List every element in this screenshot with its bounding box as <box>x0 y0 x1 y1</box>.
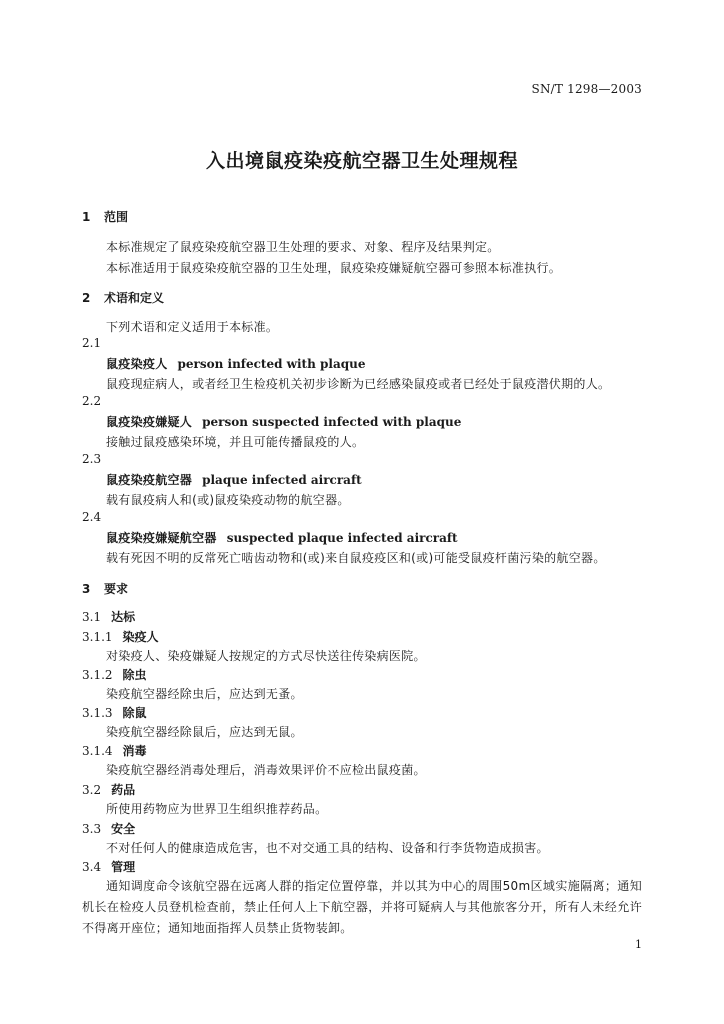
paragraph: 通知调度命令该航空器在远离人群的指定位置停靠，并以其为中心的周围50m区域实施隔离；通知机长在检疫人员登机检查前，禁止任何人上下航空器，并将可疑病人与其他旅客分开，所有人未经允许不得离开座位；通知地面指挥人员禁止货物装卸。 <box>82 879 642 935</box>
section-1-heading <box>82 208 128 225</box>
subsection-number: 3.1.1 <box>82 630 113 644</box>
section-number: 3 <box>82 582 91 596</box>
subsection-title: 安全 <box>111 822 136 836</box>
paragraph: 本标准规定了鼠疫染疫航空器卫生处理的要求、对象、程序及结果判定。 <box>106 240 500 254</box>
section-3-heading <box>82 580 128 597</box>
subsection-number: 3.1.3 <box>82 706 113 720</box>
term-cn: 鼠疫染疫嫌疑航空器 <box>106 531 217 545</box>
term-number: 2.2 <box>82 394 102 408</box>
paragraph: 本标准适用于鼠疫染疫航空器的卫生处理，鼠疫染疫嫌疑航空器可参照本标准执行。 <box>106 261 562 275</box>
term-definition: 接触过鼠疫感染环境，并且可能传播鼠疫的人。 <box>106 435 365 449</box>
subsection-title: 除虫 <box>122 668 147 682</box>
paragraph: 对染疫人、染疫嫌疑人按规定的方式尽快送往传染病医院。 <box>106 649 426 663</box>
subsection-number: 3.3 <box>82 822 102 836</box>
subsection-heading <box>82 820 135 837</box>
term-number: 2.1 <box>82 336 102 350</box>
term-definition: 载有死因不明的反常死亡啮齿动物和(或)来自鼠疫疫区和(或)可能受鼠疫杆菌污染的航空器。 <box>106 551 606 565</box>
section-2-heading <box>82 289 164 306</box>
subsection-heading <box>82 666 147 683</box>
standard-number: SN/T 1298—2003 <box>531 82 642 96</box>
term-cn: 鼠疫染疫航空器 <box>106 473 193 487</box>
paragraph: 下列术语和定义适用于本标准。 <box>106 320 279 334</box>
subsection-heading <box>82 628 159 645</box>
subsection-heading <box>82 781 135 798</box>
term-name <box>106 529 458 546</box>
paragraph: 染疫航空器经除虫后，应达到无蚤。 <box>106 687 303 701</box>
term-name <box>106 471 362 488</box>
subsection-title: 消毒 <box>122 744 147 758</box>
term-definition: 鼠疫现症病人，或者经卫生检疫机关初步诊断为已经感染鼠疫或者已经处于鼠疫潜伏期的人。 <box>106 377 611 391</box>
section-number: 2 <box>82 291 91 305</box>
term-number: 2.4 <box>82 510 102 524</box>
subsection-number: 3.1.2 <box>82 668 113 682</box>
subsection-title: 管理 <box>111 860 136 874</box>
page-number: 1 <box>635 938 642 951</box>
subsection-title: 除鼠 <box>122 706 147 720</box>
term-number: 2.3 <box>82 452 102 466</box>
subsection-number: 3.2 <box>82 783 102 797</box>
subsection-number: 3.1 <box>82 610 102 624</box>
subsection-title: 药品 <box>111 783 136 797</box>
subsection-heading <box>82 858 135 875</box>
document-title: 入出境鼠疫染疫航空器卫生处理规程 <box>205 150 518 172</box>
subsection-heading <box>82 704 147 721</box>
term-definition: 载有鼠疫病人和(或)鼠疫染疫动物的航空器。 <box>106 493 350 507</box>
subsection-title: 达标 <box>111 610 136 624</box>
term-name <box>106 355 365 372</box>
subsection-heading <box>82 742 147 759</box>
section-title: 要求 <box>104 582 129 596</box>
term-en: person infected with plaque <box>177 357 366 371</box>
term-cn: 鼠疫染疫嫌疑人 <box>106 415 193 429</box>
term-en: person suspected infected with plaque <box>202 415 462 429</box>
subsection-title: 染疫人 <box>122 630 159 644</box>
paragraph: 染疫航空器经除鼠后，应达到无鼠。 <box>106 725 303 739</box>
term-cn: 鼠疫染疫人 <box>106 357 168 371</box>
subsection-number: 3.1.4 <box>82 744 113 758</box>
term-name <box>106 413 461 430</box>
paragraph: 不对任何人的健康造成危害，也不对交通工具的结构、设备和行李货物造成损害。 <box>106 841 549 855</box>
section-title: 范围 <box>104 210 129 224</box>
term-en: suspected plaque infected aircraft <box>226 531 458 545</box>
subsection-number: 3.4 <box>82 860 102 874</box>
term-en: plaque infected aircraft <box>202 473 362 487</box>
section-number: 1 <box>82 210 91 224</box>
paragraph: 所使用药物应为世界卫生组织推荐药品。 <box>106 802 328 816</box>
paragraph: 染疫航空器经消毒处理后，消毒效果评价不应检出鼠疫菌。 <box>106 763 426 777</box>
section-title: 术语和定义 <box>104 291 165 305</box>
subsection-heading <box>82 608 135 625</box>
